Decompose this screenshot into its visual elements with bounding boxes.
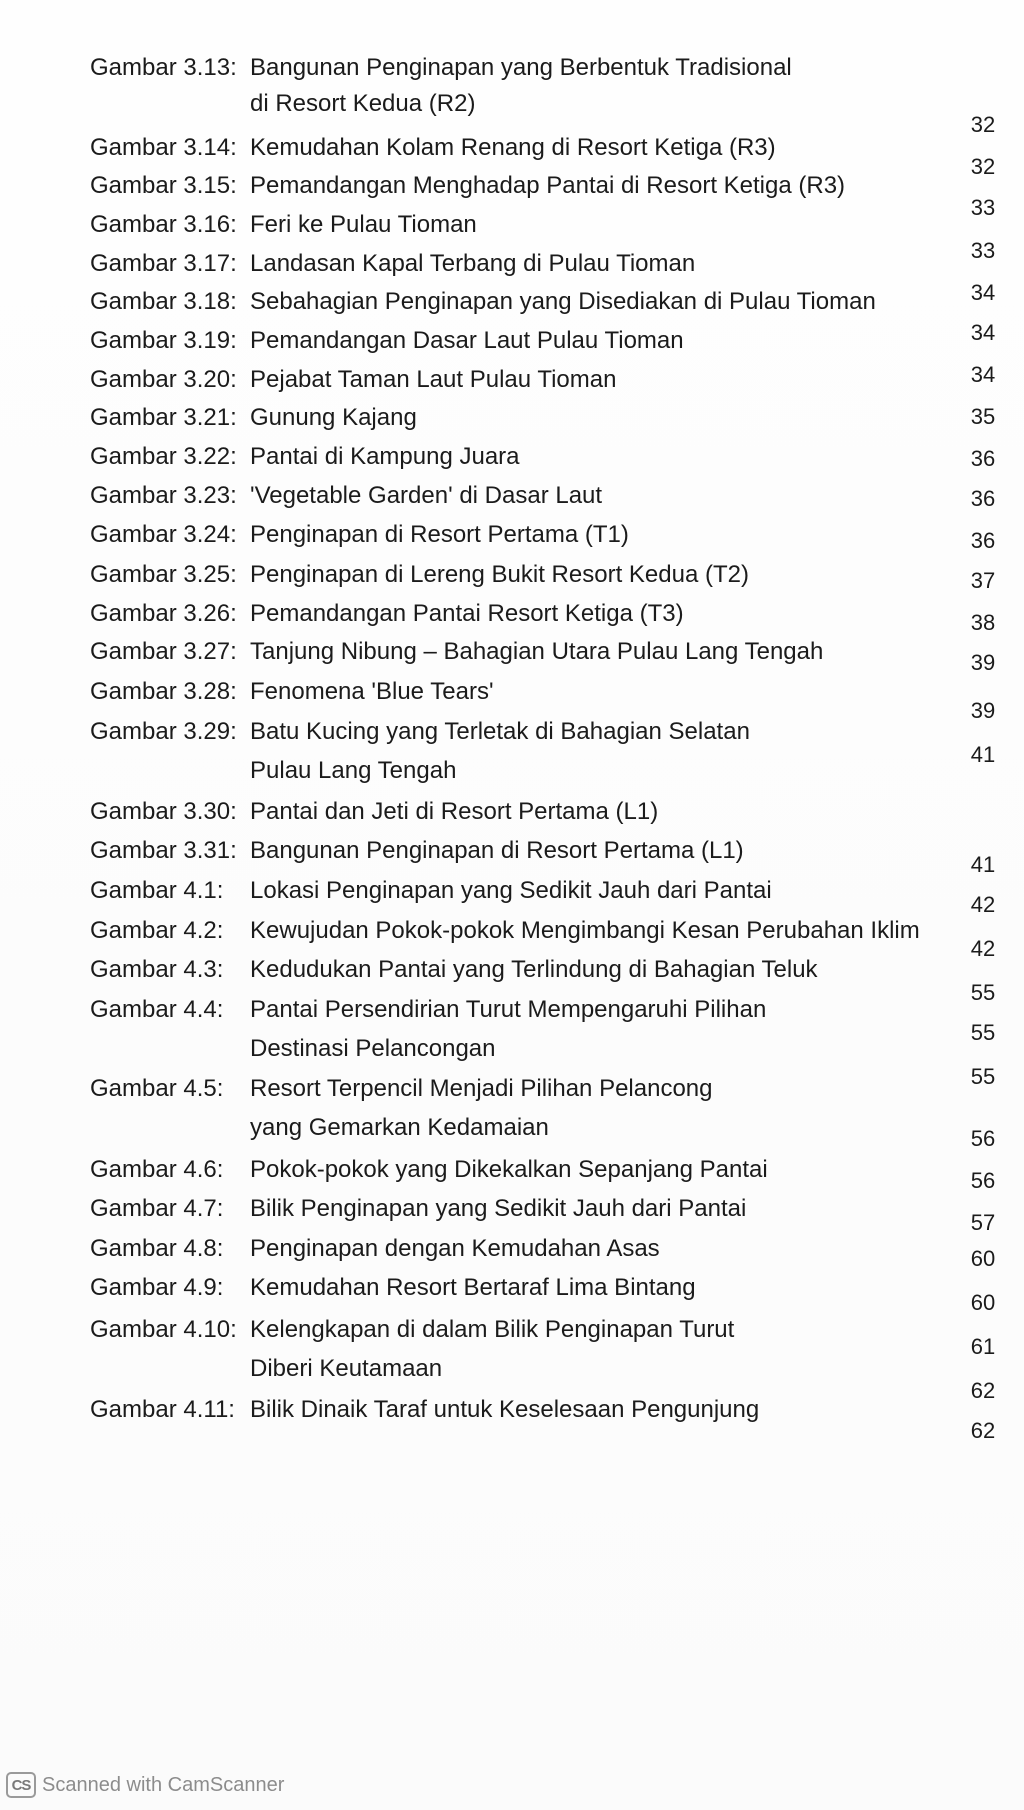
page-number: 61: [970, 1334, 996, 1359]
page-number: 57: [970, 1210, 996, 1235]
page-number: 56: [970, 1168, 996, 1193]
figure-title: Pantai di Kampung Juara: [250, 443, 520, 470]
figure-label: Gambar 4.1:: [90, 877, 224, 904]
figure-label: Gambar 4.2:: [90, 917, 224, 944]
page-number: 37: [970, 568, 996, 593]
page-number: 34: [970, 280, 996, 305]
figure-label: Gambar 3.13:: [90, 54, 237, 81]
figure-label: Gambar 4.9:: [90, 1274, 224, 1301]
figure-label: Gambar 4.3:: [90, 956, 224, 983]
page-number: 62: [970, 1418, 996, 1443]
figure-label: Gambar 3.21:: [90, 404, 237, 431]
figure-title: Tanjung Nibung – Bahagian Utara Pulau Lang Tengah: [250, 638, 824, 665]
figure-label: Gambar 3.20:: [90, 366, 237, 393]
page-number: 34: [970, 362, 996, 387]
page-number: 39: [970, 698, 996, 723]
page-number: 55: [970, 980, 996, 1005]
page-number: 33: [970, 195, 996, 220]
figure-label: Gambar 3.14:: [90, 134, 237, 161]
figure-title: Kemudahan Resort Bertaraf Lima Bintang: [250, 1274, 696, 1301]
figure-label: Gambar 3.18:: [90, 288, 237, 315]
figure-title: Bilik Dinaik Taraf untuk Keselesaan Pengunjung: [250, 1396, 760, 1423]
figure-label: Gambar 4.5:: [90, 1075, 224, 1102]
figure-title: Fenomena 'Blue Tears': [250, 678, 494, 705]
figure-title: Pulau Lang Tengah: [250, 757, 457, 784]
figure-title: Feri ke Pulau Tioman: [250, 211, 477, 238]
figure-title: Kewujudan Pokok-pokok Mengimbangi Kesan Perubahan Iklim: [250, 917, 920, 944]
figure-title: Resort Terpencil Menjadi Pilihan Pelancong: [250, 1075, 713, 1102]
page-number: 36: [970, 486, 996, 511]
page-number: 33: [970, 238, 996, 263]
figure-title: 'Vegetable Garden' di Dasar Laut: [250, 482, 603, 509]
figure-label: Gambar 3.31:: [90, 837, 237, 864]
figure-title: Lokasi Penginapan yang Sedikit Jauh dari Pantai: [250, 877, 772, 904]
page-number: 36: [970, 528, 996, 553]
figure-title: Pemandangan Dasar Laut Pulau Tioman: [250, 327, 684, 354]
figure-label: Gambar 3.16:: [90, 211, 237, 238]
watermark-text: Scanned with CamScanner: [42, 1773, 285, 1796]
page-number: 55: [970, 1064, 996, 1089]
figure-label: Gambar 3.25:: [90, 561, 237, 588]
figure-title: Landasan Kapal Terbang di Pulau Tioman: [250, 250, 696, 277]
figure-label: Gambar 3.28:: [90, 678, 237, 705]
figure-title: Diberi Keutamaan: [250, 1355, 443, 1382]
page-number: 55: [970, 1020, 996, 1045]
figure-label: Gambar 3.19:: [90, 327, 237, 354]
figure-title: Batu Kucing yang Terletak di Bahagian Selatan: [250, 718, 750, 745]
figure-title: Kemudahan Kolam Renang di Resort Ketiga (R3): [250, 134, 776, 161]
figure-title: yang Gemarkan Kedamaian: [250, 1114, 549, 1141]
page-number: 62: [970, 1378, 996, 1403]
page-number: 36: [970, 446, 996, 471]
page-number: 60: [970, 1246, 996, 1271]
page-number: 41: [970, 742, 996, 767]
figure-title: Pantai dan Jeti di Resort Pertama (L1): [250, 798, 659, 825]
figure-label: Gambar 4.6:: [90, 1156, 224, 1183]
figure-label: Gambar 3.22:: [90, 443, 237, 470]
figure-label: Gambar 3.15:: [90, 172, 237, 199]
figure-label: Gambar 4.7:: [90, 1195, 224, 1222]
figure-title: Destinasi Pelancongan: [250, 1035, 496, 1062]
page-number: 42: [970, 892, 996, 917]
figure-title: Penginapan dengan Kemudahan Asas: [250, 1235, 660, 1262]
figure-label: Gambar 3.24:: [90, 521, 237, 548]
figure-label: Gambar 4.4:: [90, 996, 224, 1023]
page-number: 34: [970, 320, 996, 345]
figure-title: Kedudukan Pantai yang Terlindung di Bahagian Teluk: [250, 956, 818, 983]
figure-label: Gambar 3.23:: [90, 482, 237, 509]
page-number: 60: [970, 1290, 996, 1315]
figure-title: Gunung Kajang: [250, 404, 417, 431]
figure-title: Pemandangan Pantai Resort Ketiga (T3): [250, 600, 684, 627]
page-number: 38: [970, 610, 996, 635]
figure-label: Gambar 3.30:: [90, 798, 237, 825]
scanner-watermark: [6, 1770, 284, 1800]
page-number: 32: [970, 112, 996, 137]
figure-title: Pemandangan Menghadap Pantai di Resort Ketiga (R3): [250, 172, 846, 199]
figure-label: Gambar 4.8:: [90, 1235, 224, 1262]
page-number: 35: [970, 404, 996, 429]
figure-title: Bilik Penginapan yang Sedikit Jauh dari Pantai: [250, 1195, 747, 1222]
page-number: 56: [970, 1126, 996, 1151]
figure-label: Gambar 3.27:: [90, 638, 237, 665]
figure-title: Kelengkapan di dalam Bilik Penginapan Turut: [250, 1316, 735, 1343]
page-number: 41: [970, 852, 996, 877]
figure-title: Sebahagian Penginapan yang Disediakan di Pulau Tioman: [250, 288, 876, 315]
figure-label: Gambar 4.11:: [90, 1396, 235, 1423]
page-number: 39: [970, 650, 996, 675]
camscanner-logo-icon: CS: [6, 1772, 36, 1798]
figure-title: Bangunan Penginapan di Resort Pertama (L1): [250, 837, 744, 864]
figure-title: Penginapan di Lereng Bukit Resort Kedua (T2): [250, 561, 749, 588]
figure-title: Bangunan Penginapan yang Berbentuk Tradisional: [250, 54, 792, 81]
figure-title: Pejabat Taman Laut Pulau Tioman: [250, 366, 617, 393]
figure-title: Penginapan di Resort Pertama (T1): [250, 521, 629, 548]
figure-label: Gambar 4.10:: [90, 1316, 237, 1343]
figure-label: Gambar 3.26:: [90, 600, 237, 627]
figure-label: Gambar 3.17:: [90, 250, 237, 277]
page-number: 42: [970, 936, 996, 961]
figure-label: Gambar 3.29:: [90, 718, 237, 745]
figure-title: di Resort Kedua (R2): [250, 90, 476, 117]
figure-title: Pantai Persendirian Turut Mempengaruhi Pilihan: [250, 996, 767, 1023]
page-number: 32: [970, 154, 996, 179]
figure-title: Pokok-pokok yang Dikekalkan Sepanjang Pantai: [250, 1156, 768, 1183]
